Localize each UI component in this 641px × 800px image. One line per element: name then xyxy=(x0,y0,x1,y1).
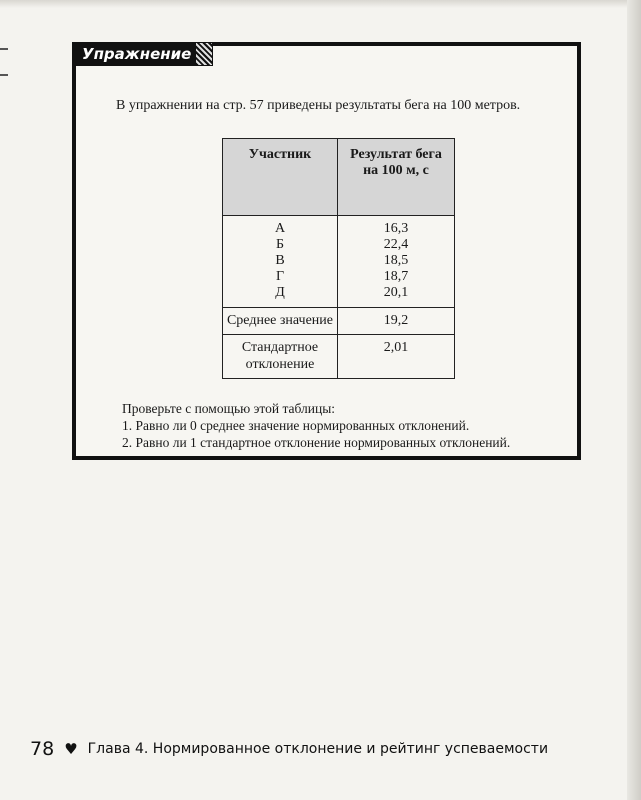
exercise-questions xyxy=(122,400,562,451)
results-table xyxy=(222,138,455,379)
participant-name: Г xyxy=(275,269,285,284)
table-header-row xyxy=(223,139,455,216)
mean-label: Среднее значение xyxy=(223,308,338,335)
table-row xyxy=(223,216,455,308)
participants-cell xyxy=(223,216,338,308)
result-value: 22,4 xyxy=(383,237,409,252)
std-value: 2,01 xyxy=(338,335,455,379)
question-item: 2. Равно ли 1 стандартное отклонение нормированных отклонений. xyxy=(122,435,511,450)
header-participant: Участник xyxy=(223,139,338,216)
results-cell xyxy=(338,216,455,308)
page-top-shadow xyxy=(0,0,641,8)
page-number: 78 xyxy=(30,738,55,760)
chapter-title: Глава 4. Нормированное отклонение и рейтинг успеваемости xyxy=(87,741,549,757)
heart-icon: ♥ xyxy=(64,740,78,758)
header-pattern-icon xyxy=(195,42,213,66)
header-result: Результат бега на 100 м, с xyxy=(338,139,455,216)
table-row xyxy=(223,308,455,335)
result-value: 18,5 xyxy=(383,253,409,268)
exercise-header-label: Упражнение xyxy=(72,42,195,66)
exercise-box xyxy=(72,42,581,460)
exercise-intro: В упражнении на стр. 57 приведены результаты бега на 100 метров. xyxy=(116,98,521,113)
margin-tick xyxy=(0,74,8,76)
result-value: 16,3 xyxy=(383,221,409,236)
participant-name: Д xyxy=(275,285,285,300)
std-label: Стандартное отклонение xyxy=(223,335,338,379)
page-edge xyxy=(627,0,641,800)
participant-name: В xyxy=(275,253,285,268)
question-lead: Проверьте с помощью этой таблицы: xyxy=(122,401,336,416)
mean-value: 19,2 xyxy=(338,308,455,335)
result-value: 20,1 xyxy=(383,285,409,300)
result-value: 18,7 xyxy=(383,269,409,284)
question-item: 1. Равно ли 0 среднее значение нормированных отклонений. xyxy=(122,418,470,433)
table-row xyxy=(223,335,455,379)
margin-tick xyxy=(0,48,8,50)
page-footer xyxy=(30,738,548,760)
participant-name: А xyxy=(274,221,286,236)
exercise-header xyxy=(72,42,213,66)
participant-name: Б xyxy=(275,237,285,252)
